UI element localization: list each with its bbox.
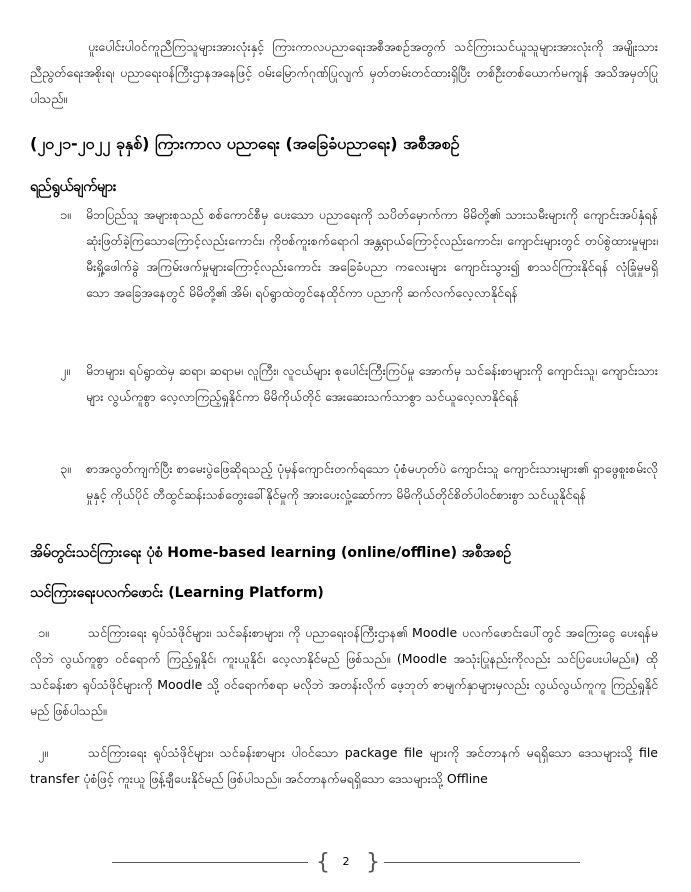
- footer-rule-right: [384, 862, 580, 863]
- learning-platform-heading: သင်ကြားရေးပလက်ဖောင်း (Learning Platform): [30, 585, 324, 601]
- section-title: (၂၀၂၁-၂၀၂၂ ခုနှစ်) ကြားကာလ ပညာရေး (အခြေခံပညာရေး) အစီအစဉ်: [30, 134, 460, 153]
- point-text: သင်ကြားရေး ရုပ်သံဖိုင်များ၊ သင်ခန်းစာများ ပါဝင်သော package file များကို အင်တာနက် မရရှိသော ဒေသများသို့ file transfer ပုံစံဖြင့် ကူးယူ ဖြန့်ချီပေးနိုင်မည် ဖြစ်ပါသည်။ အင်တာနက်မရရှိသော ဒေသများသို့ Offline: [30, 745, 658, 786]
- objective-item-2: [30, 358, 658, 410]
- page-number: 2: [342, 855, 350, 868]
- intro-paragraph: ပူးပေါင်းပါဝင်ကူညီကြသူများအားလုံးနှင့် ကြားကာလပညာရေးအစီအစဉ်အတွက် သင်ကြားသင်ယူသူများအားလုံးကို အမျိုးသားညီညွတ်ရေးအစိုးရ၊ ပညာရေးဝန်ကြီးဌာနအနေဖြင့် ဝမ်းမြောက်ဂုဏ်ပြုလျက် မှတ်တမ်းတင်ထားရှိပြီး တစ်ဦးတစ်ယောက်မကျန် အသိအမှတ်ပြုပါသည်။: [30, 39, 658, 106]
- objective-text: စာအလွတ်ကျက်ပြီး စာမေးပွဲဖြေဆိုရသည့် ပုံမှန်ကျောင်းတက်ရသော ပုံစံမဟုတ်ပဲ ကျောင်းသူ ကျောင်းသားများ၏ ရှာဖွေစူးစမ်းလိုမှုနှင့် ကိုယ်ပိုင် တီထွင်ဆန်းသစ်တွေးခေါ်နိုင်မှုကို အားပေးလှုံ့ဆော်ကာ မိမိကိုယ်တိုင်စိတ်ပါဝင်စားစွာ သင်ယူနိုင်ရန်: [86, 461, 658, 502]
- objective-number: ၁။: [60, 207, 71, 222]
- objectives-heading: ရည်ရွယ်ချက်များ: [30, 179, 117, 195]
- objective-number: ၂။: [60, 363, 70, 378]
- footer-rule-left: [112, 862, 308, 863]
- home-learning-heading: အိမ်တွင်းသင်ကြားရေး ပုံစံ Home-based learning (online/offline) အစီအစဉ်: [30, 545, 512, 561]
- footer-brace-right: }: [366, 850, 380, 875]
- point-text: သင်ကြားရေး ရုပ်သံဖိုင်များ၊ သင်ခန်းစာများ၊ ကို ပညာရေးဝန်ကြီးဌာန၏ Moodle ပလက်ဖောင်းပေါ်တွင် အကြေးငွေ ပေးရန်မလိုဘဲ လွယ်ကူစွာ ဝင်ရောက် ကြည့်ရှုနိုင်၊ ကူးယူနိုင်၊ လေ့လာနိုင်မည် ဖြစ်သည်။ (Moodle အသုံးပြုနည်းကိုလည်း သင်ပြပေးပါမည်။) ထိုသင်ခန်းစာ ရုပ်သံဖိုင်များကို Moodle သို့ ဝင်ရောက်စရာ မလိုဘဲ အတန်းလိုက် ဖေ့ဘုတ် စာမျက်နှာများမှလည်း လွယ်လွယ်ကူကူ ကြည့်ရှုနိုင်မည် ဖြစ်ပါသည်။: [30, 625, 658, 718]
- point-number: ၂။: [38, 745, 48, 760]
- objective-text: မိဘများ၊ ရပ်ရွာထဲမှ ဆရာ၊ ဆရာမ၊ လူကြီး၊ လူငယ်များ စုပေါင်းကြီးကြပ်မှု အောက်မှ သင်ခန်းစာများကို ကျောင်းသူ၊ ကျောင်းသားများ လွယ်ကူစွာ လေ့လာကြည့်ရှုနိုင်ကာ မိမိကိုယ်တိုင် အေးဆေးသက်သာစွာ သင်ယူလေ့လာနိုင်ရန်: [86, 363, 658, 404]
- objective-number: ၃။: [60, 461, 71, 476]
- objective-item-3: [30, 456, 658, 508]
- platform-point-2: [30, 740, 658, 792]
- objective-text: မိဘပြည်သူ အများစုသည် စစ်ကောင်စီမှ ပေးသော ပညာရေးကို သပိတ်မှောက်ကာ မိမိတို့၏ သားသမီးများကို ကျောင်းအပ်နှံရန် ဆုံးဖြတ်ခဲ့ကြသောကြောင့်လည်းကောင်း၊ ကိုဗစ်ကူးစက်ရောဂါ အန္တရာယ်ကြောင့်လည်းကောင်း၊ ကျောင်းများတွင် တပ်စွဲထားမှုများ၊ မီးရှို့ဖေါက်ခွဲ အကြမ်းဖက်မှုများကြောင့်လည်းကောင်း အခြေခံပညာ ကလေးများ ကျောင်းသွား၍ စာသင်ကြားနိုင်ရန် လုံခြုံမှုမရှိသော အခြေအနေတွင် မိမိတို့၏ အိမ်၊ ရပ်ရွာထဲတွင်နေထိုင်ကာ ပညာကို ဆက်လက်လေ့လာနိုင်ရန်: [86, 207, 658, 300]
- platform-point-1: [30, 620, 658, 724]
- objective-item-1: [30, 202, 658, 306]
- footer-brace-left: {: [316, 850, 330, 875]
- point-number: ၁။: [38, 625, 49, 640]
